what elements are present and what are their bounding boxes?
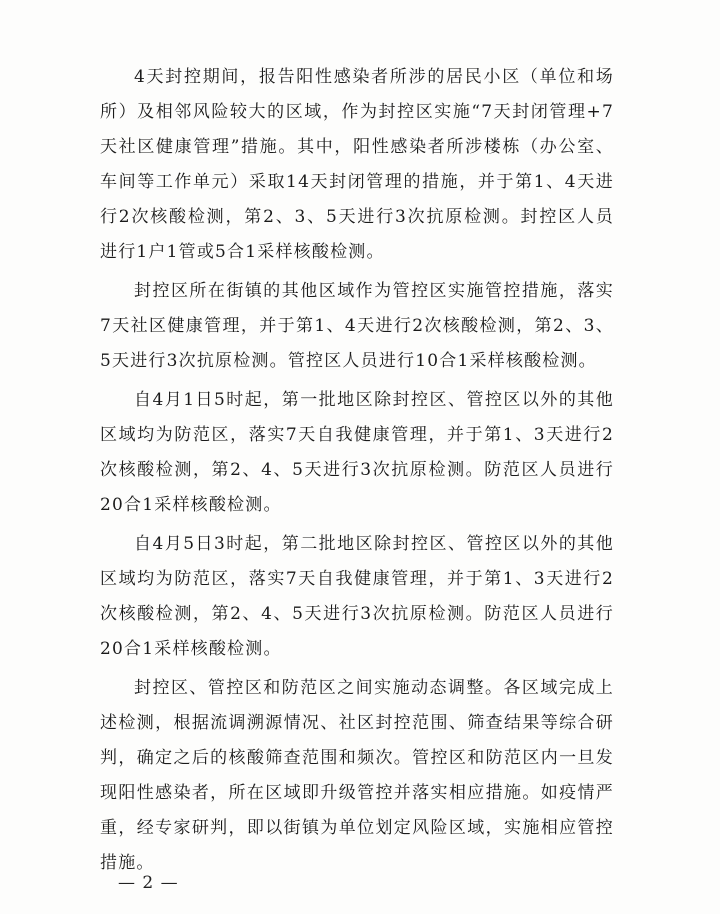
page-number: — 2 — [118, 873, 179, 893]
paragraph-sealed-area: 4天封控期间，报告阳性感染者所涉的居民小区（单位和场所）及相邻风险较大的区域，作为封控区实施“7天封闭管理+7天社区健康管理”措施。其中，阳性感染者所涉楼栋（办公室、车间等工作单元）采取14天封闭管理的措施，并于第1、4天进行2次核酸检测，第2、3、5天进行3次抗原检测。封控区人员进行1户1管或5合1采样核酸检测。 [100, 67, 614, 262]
paragraph-dynamic-adjustment: 封控区、管控区和防范区之间实施动态调整。各区域完成上述检测，根据流调溯源情况、社区封控范围、筛查结果等综合研判，确定之后的核酸筛查范围和频次。管控区和防范区内一旦发现阳性感染者，所在区域即升级管控并落实相应措施。如疫情严重，经专家研判，即以街镇为单位划定风险区域，实施相应管控措施。 [100, 678, 614, 873]
document-body [100, 60, 614, 885]
paragraph-prevention-area-batch-2: 自4月5日3时起，第二批地区除封控区、管控区以外的其他区域均为防范区，落实7天自我健康管理，并于第1、3天进行2次核酸检测，第2、4、5天进行3次抗原检测。防范区人员进行20合1采样核酸检测。 [100, 534, 614, 659]
paragraph-controlled-area: 封控区所在街镇的其他区域作为管控区实施管控措施，落实7天社区健康管理，并于第1、4天进行2次核酸检测，第2、3、5天进行3次抗原检测。管控区人员进行10合1采样核酸检测。 [100, 281, 614, 371]
paragraph-prevention-area-batch-1: 自4月1日5时起，第一批地区除封控区、管控区以外的其他区域均为防范区，落实7天自我健康管理，并于第1、3天进行2次核酸检测，第2、4、5天进行3次抗原检测。防范区人员进行20合1采样核酸检测。 [100, 390, 614, 515]
